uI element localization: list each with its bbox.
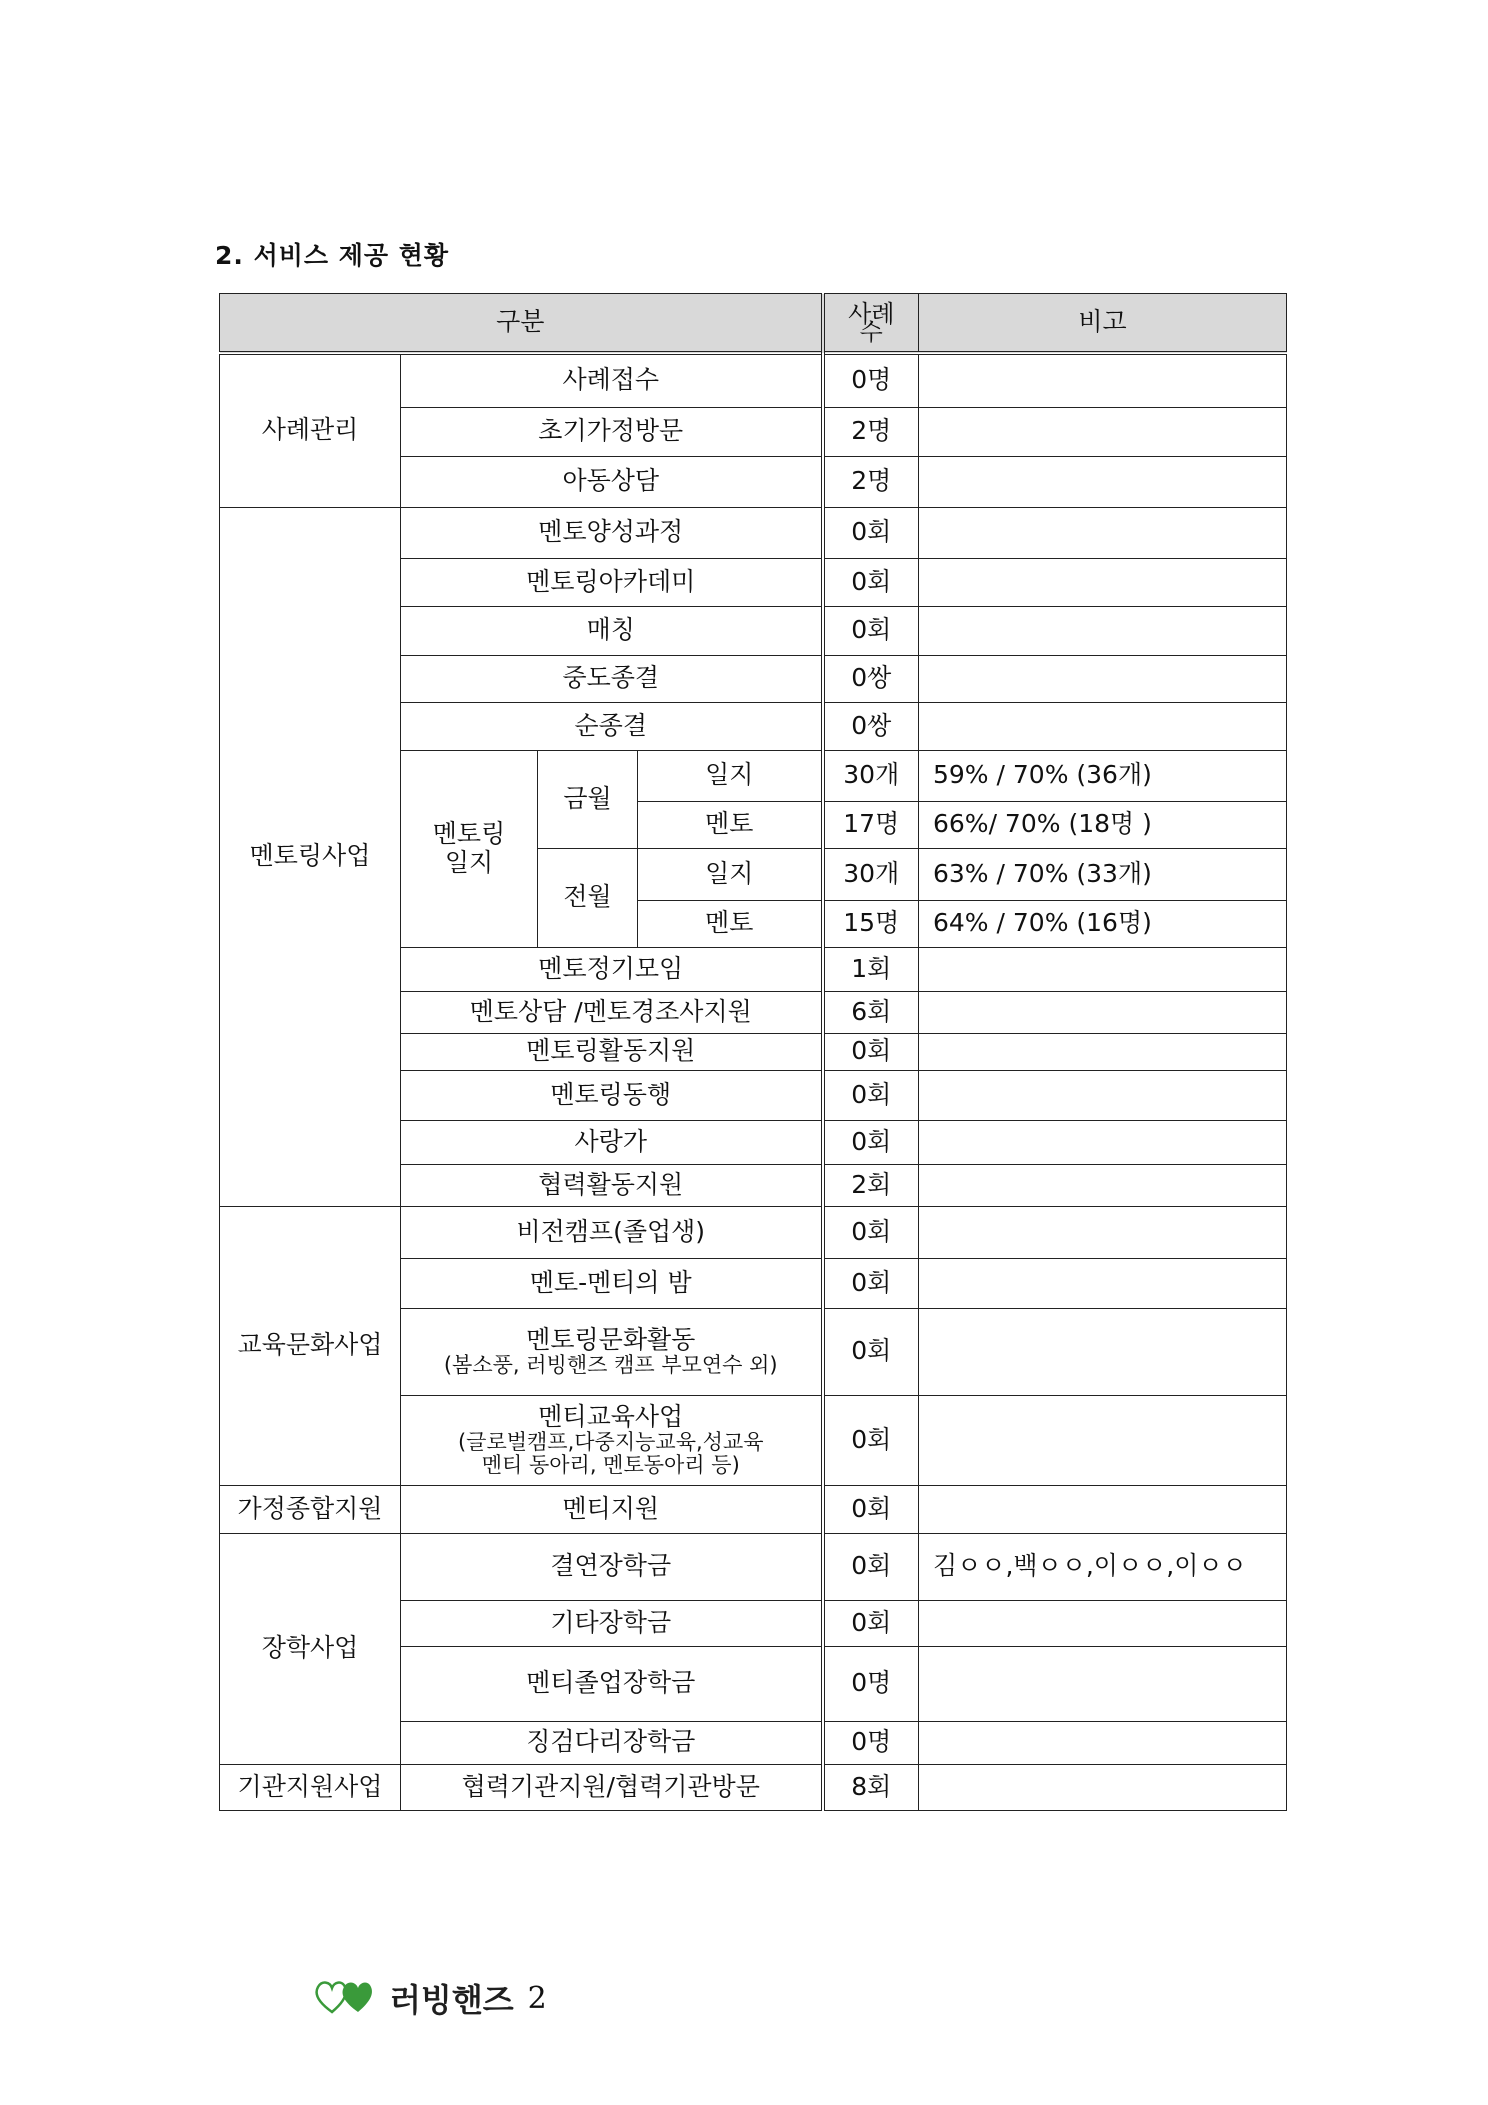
- note-cell: [919, 507, 1287, 558]
- note-cell: 59% / 70% (36개): [919, 750, 1287, 801]
- item-cell: 협력기관지원/협력기관방문: [401, 1764, 823, 1810]
- note-cell: [919, 1206, 1287, 1258]
- item-cell: 멘토: [638, 900, 823, 947]
- count-cell: 15명: [823, 900, 919, 947]
- table-row: [220, 1485, 1287, 1533]
- item-cell: 사랑가: [401, 1120, 823, 1164]
- header-note: 비고: [919, 294, 1287, 354]
- note-cell: [919, 1258, 1287, 1308]
- count-cell: 30개: [823, 750, 919, 801]
- item-cell: 징검다리장학금: [401, 1721, 823, 1764]
- count-cell: 0회: [823, 1485, 919, 1533]
- count-cell: 17명: [823, 801, 919, 848]
- header-category: 구분: [220, 294, 823, 354]
- note-cell: [919, 1600, 1287, 1646]
- this-month-label: 금월: [538, 750, 638, 848]
- note-cell: [919, 1646, 1287, 1721]
- count-cell: 0회: [823, 606, 919, 655]
- note-cell: [919, 1120, 1287, 1164]
- item-cell: 사례접수: [401, 353, 823, 407]
- group-education-culture: 교육문화사업: [220, 1206, 401, 1485]
- count-cell: 0쌍: [823, 655, 919, 702]
- note-cell: [919, 1033, 1287, 1070]
- item-cell: 결연장학금: [401, 1533, 823, 1600]
- table-row: [220, 507, 1287, 558]
- count-cell: 8회: [823, 1764, 919, 1810]
- item-cell: 멘토링아카데미: [401, 558, 823, 606]
- item-title: 멘티교육사업: [538, 1401, 684, 1431]
- count-cell: 2회: [823, 1164, 919, 1206]
- count-cell: 2명: [823, 456, 919, 507]
- note-cell: [919, 1721, 1287, 1764]
- count-cell: 0명: [823, 1646, 919, 1721]
- note-cell: [919, 702, 1287, 750]
- note-cell: [919, 1070, 1287, 1120]
- item-cell: 매칭: [401, 606, 823, 655]
- note-cell: 김ㅇㅇ,백ㅇㅇ,이ㅇㅇ,이ㅇㅇ: [919, 1533, 1287, 1600]
- item-cell: 멘토양성과정: [401, 507, 823, 558]
- count-cell: 0회: [823, 1120, 919, 1164]
- count-cell: 0쌍: [823, 702, 919, 750]
- header-count: 사례 수: [823, 294, 919, 354]
- count-cell: 0명: [823, 1721, 919, 1764]
- section-title: 2. 서비스 제공 현황: [215, 241, 450, 270]
- count-cell: 1회: [823, 947, 919, 991]
- count-cell: 0회: [823, 1070, 919, 1120]
- item-cell: 초기가정방문: [401, 407, 823, 456]
- count-cell: 0회: [823, 1308, 919, 1395]
- item-cell: 멘토링활동지원: [401, 1033, 823, 1070]
- item-cell: 순종결: [401, 702, 823, 750]
- count-cell: 0회: [823, 1258, 919, 1308]
- note-cell: 64% / 70% (16명): [919, 900, 1287, 947]
- item-title: 멘토링문화활동: [526, 1324, 696, 1354]
- item-cell: 멘토상담 /멘토경조사지원: [401, 991, 823, 1033]
- note-cell: [919, 1164, 1287, 1206]
- item-cell: 비전캠프(졸업생): [401, 1206, 823, 1258]
- table-row: [220, 1206, 1287, 1258]
- table-row: [220, 1764, 1287, 1810]
- note-cell: [919, 947, 1287, 991]
- item-cell: 멘티졸업장학금: [401, 1646, 823, 1721]
- count-cell: 0회: [823, 1533, 919, 1600]
- item-cell: 협력활동지원: [401, 1164, 823, 1206]
- two-hearts-icon: [312, 1976, 384, 2020]
- item-cell: 일지: [638, 750, 823, 801]
- note-cell: [919, 353, 1287, 407]
- note-cell: [919, 655, 1287, 702]
- note-cell: [919, 558, 1287, 606]
- note-cell: [919, 456, 1287, 507]
- note-cell: [919, 1764, 1287, 1810]
- item-cell: 아동상담: [401, 456, 823, 507]
- group-institution-support: 기관지원사업: [220, 1764, 401, 1810]
- item-subtitle: (글로벌캠프,다중지능교육,성교육 멘티 동아리, 멘토동아리 등): [457, 1430, 764, 1478]
- group-case-management: 사례관리: [220, 353, 401, 507]
- note-cell: 66%/ 70% (18명 ): [919, 801, 1287, 848]
- item-cell: [401, 1395, 823, 1485]
- count-cell: 0회: [823, 558, 919, 606]
- brand-name: 러빙핸즈: [390, 1981, 514, 2019]
- note-cell: [919, 1395, 1287, 1485]
- note-cell: [919, 407, 1287, 456]
- item-cell: 중도종결: [401, 655, 823, 702]
- footer-logo: [312, 1975, 547, 2021]
- item-cell: 기타장학금: [401, 1600, 823, 1646]
- mentoring-log-label: 멘토링 일지: [401, 750, 538, 947]
- item-subtitle: (봄소풍, 러빙핸즈 캠프 부모연수 외): [443, 1353, 778, 1378]
- item-cell: 멘토정기모임: [401, 947, 823, 991]
- group-mentoring: 멘토링사업: [220, 507, 401, 1206]
- count-cell: 30개: [823, 848, 919, 900]
- count-cell: 0회: [823, 1033, 919, 1070]
- item-cell: [401, 1308, 823, 1395]
- table-row: [220, 1533, 1287, 1600]
- note-cell: 63% / 70% (33개): [919, 848, 1287, 900]
- count-cell: 2명: [823, 407, 919, 456]
- item-cell: 멘토: [638, 801, 823, 848]
- group-scholarship: 장학사업: [220, 1533, 401, 1764]
- table-row: [220, 353, 1287, 407]
- count-cell: 0회: [823, 1395, 919, 1485]
- page-number: 2: [527, 1980, 547, 2016]
- prev-month-label: 전월: [538, 848, 638, 947]
- item-cell: 멘티지원: [401, 1485, 823, 1533]
- item-cell: 멘토-멘티의 밤: [401, 1258, 823, 1308]
- note-cell: [919, 1308, 1287, 1395]
- count-cell: 0회: [823, 1600, 919, 1646]
- group-family-support: 가정종합지원: [220, 1485, 401, 1533]
- service-status-table: [219, 293, 1287, 1811]
- note-cell: [919, 606, 1287, 655]
- count-cell: 0명: [823, 353, 919, 407]
- table-header-row: [220, 294, 1287, 354]
- note-cell: [919, 1485, 1287, 1533]
- note-cell: [919, 991, 1287, 1033]
- count-cell: 6회: [823, 991, 919, 1033]
- item-cell: 멘토링동행: [401, 1070, 823, 1120]
- count-cell: 0회: [823, 1206, 919, 1258]
- count-cell: 0회: [823, 507, 919, 558]
- item-cell: 일지: [638, 848, 823, 900]
